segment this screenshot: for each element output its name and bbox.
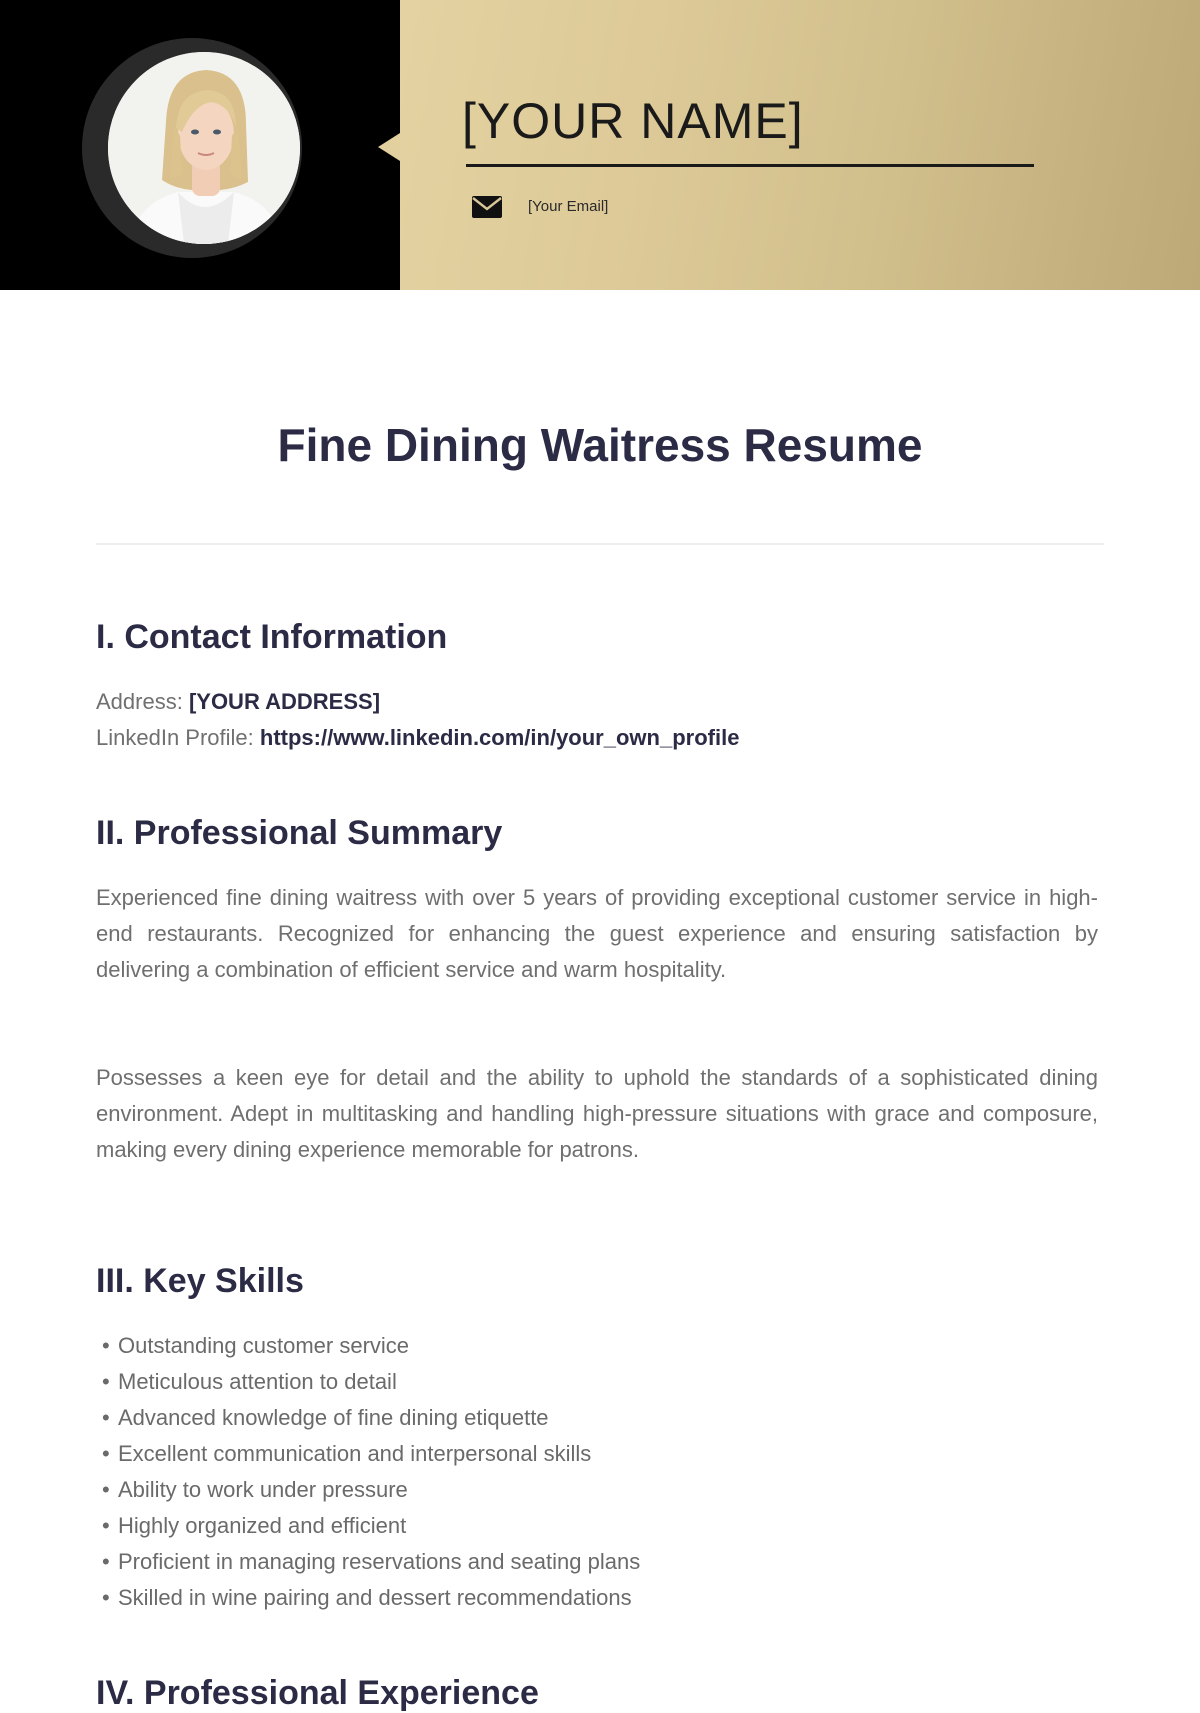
candidate-name: [YOUR NAME] <box>462 93 804 149</box>
address-value: [YOUR ADDRESS] <box>188 689 381 714</box>
linkedin-line <box>96 720 739 756</box>
linkedin-label: LinkedIn Profile: <box>96 725 260 750</box>
contact-block <box>96 684 739 756</box>
list-item: • Ability to work under pressure <box>102 1477 408 1502</box>
list-item: • Meticulous attention to detail <box>102 1369 397 1394</box>
list-item: • Outstanding customer service <box>102 1333 410 1358</box>
list-item: • Highly organized and efficient <box>102 1513 407 1538</box>
envelope-icon <box>472 196 502 218</box>
summary-heading: II. Professional Summary <box>96 814 503 852</box>
header-notch <box>378 133 400 161</box>
profile-photo <box>108 52 300 244</box>
summary-paragraph-1: Experienced fine dining waitress with over 5 years of providing exceptional customer service in high-end restaurants. Recognized for enhancing the guest experience and ensuring satisfaction by delivering a combination of efficient service and warm hospitality. <box>96 885 1098 982</box>
profile-photo-illustration <box>108 52 300 244</box>
list-item: • Excellent communication and interpersonal skills <box>102 1441 592 1466</box>
experience-heading: IV. Professional Experience <box>96 1674 539 1712</box>
address-label: Address: <box>96 689 189 714</box>
address-line <box>96 684 739 720</box>
email-text: [Your Email] <box>528 198 609 215</box>
linkedin-link[interactable]: https://www.linkedin.com/in/your_own_profile <box>259 725 740 750</box>
list-item: • Advanced knowledge of fine dining etiquette <box>102 1405 549 1430</box>
list-item: • Proficient in managing reservations and seating plans <box>102 1549 641 1574</box>
document-title: Fine Dining Waitress Resume <box>277 419 923 471</box>
summary-paragraph-2: Possesses a keen eye for detail and the ability to uphold the standards of a sophisticated dining environment. Adept in multitasking and handling high-pressure situations with grace and composure, making every dining experience memorable for patrons. <box>96 1065 1098 1162</box>
skills-list <box>102 1328 640 1616</box>
name-underline <box>466 164 1034 167</box>
contact-heading: I. Contact Information <box>96 618 448 656</box>
resume-header <box>0 0 1200 290</box>
skills-heading: III. Key Skills <box>96 1262 304 1300</box>
title-divider <box>96 543 1104 545</box>
list-item: • Skilled in wine pairing and dessert recommendations <box>102 1585 632 1610</box>
